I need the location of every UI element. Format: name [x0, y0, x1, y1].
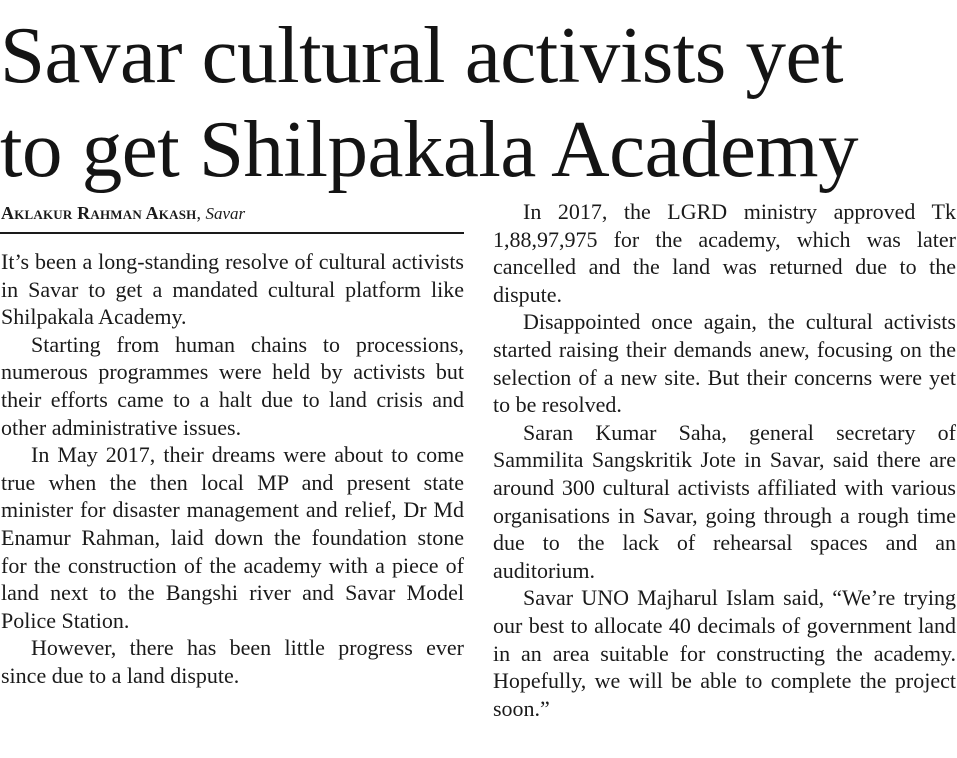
paragraph: It’s been a long-standing resolve of cultural activists in Savar to get a mandated cultural platform like Shilpakala Academy.: [1, 249, 464, 330]
paragraph: Saran Kumar Saha, general secretary of Sammilita Sangskritik Jote in Savar, said there are around 300 cultural activists affiliated with various organisations in Savar, going through a rough time due to the lack of rehearsal spaces and an auditorium.: [493, 419, 956, 583]
body-column-right: [493, 198, 956, 722]
body-column-left: [1, 248, 464, 690]
paragraph: However, there has been little progress ever since due to a land dispute.: [1, 635, 464, 688]
byline-divider: [0, 232, 464, 234]
headline-line-1: Savar cultural activists yet: [0, 10, 843, 100]
paragraph: Starting from human chains to processions, numerous programmes were held by activists but their efforts came to a halt due to land crisis and other administrative issues.: [1, 331, 464, 440]
paragraph: Disappointed once again, the cultural activists started raising their demands anew, focusing on the selection of a new site. But their concerns were yet to be resolved.: [493, 309, 956, 418]
headline-line-2: to get Shilpakala Academy: [0, 104, 859, 194]
headline: [0, 8, 957, 196]
paragraph: In May 2017, their dreams were about to come true when the then local MP and present state minister for disaster management and relief, Dr Md Enamur Rahman, laid down the foundation stone for the construction of the academy with a piece of land next to the Bangshi river and Savar Model Police Station.: [1, 442, 464, 633]
byline: [1, 202, 245, 225]
byline-separator: ,: [196, 203, 206, 223]
paragraph: In 2017, the LGRD ministry approved Tk 1,88,97,975 for the academy, which was later cancelled and the land was returned due to the dispute.: [493, 199, 956, 307]
byline-author: Aklakur Rahman Akash: [1, 203, 197, 223]
paragraph: Savar UNO Majharul Islam said, “We’re trying our best to allocate 40 decimals of government land in an area suitable for constructing the academy. Hopefully, we will be able to complete the project soon.”: [493, 585, 956, 721]
byline-location: Savar: [205, 204, 246, 223]
